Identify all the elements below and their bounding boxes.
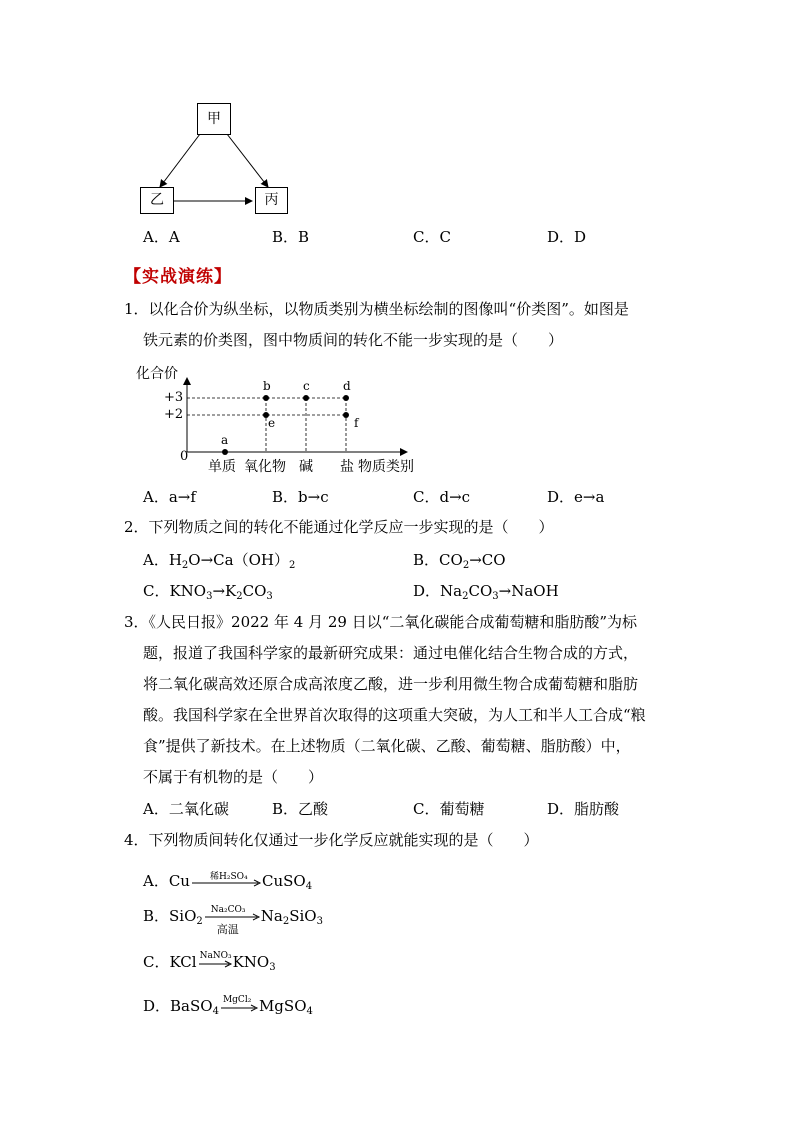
q3-option-a: A．二氧化碳 — [143, 800, 229, 818]
reaction-arrow — [203, 905, 261, 936]
condition-label: 高温 — [216, 923, 239, 936]
prev-option-b: B．B — [272, 228, 310, 246]
q2-option-b: B．$CO_2\to CO$ — [413, 551, 506, 571]
arrow-top-to-right — [227, 134, 268, 187]
point-label-f: f — [354, 416, 359, 430]
q3-line2: 题，报道了我国科学家的最新研究成果：通过电催化结合生物合成的方式， — [143, 644, 639, 662]
q1-line2: 铁元素的价类图，图中物质间的转化不能一步实现的是（ ） — [143, 331, 564, 349]
q4-option-b: B．SiO$_2$ Na₂CO₃ 高温 $Na_2SiO_3$ — [143, 906, 323, 926]
chart-ylabel: 化合价 — [136, 366, 178, 382]
reaction-arrow — [190, 871, 262, 891]
x-tick-salt: 盐 — [340, 459, 354, 475]
point-b — [263, 395, 269, 401]
q3-option-c: C．葡萄糖 — [413, 800, 485, 818]
section-heading: 【实战演练】 — [124, 267, 232, 287]
reagent-label: MgCl₂ — [222, 995, 252, 1005]
reaction-arrow — [197, 952, 233, 972]
q3-option-d: D．脂肪酸 — [547, 800, 620, 818]
reagent-label: 稀H₂SO₄ — [209, 872, 248, 882]
x-tick-element: 单质 — [208, 459, 236, 475]
q1-line1: 1．以化合价为纵坐标，以物质类别为横坐标绘制的图像叫“价类图”。如图是 — [124, 300, 629, 318]
point-label-a: a — [221, 433, 229, 447]
q1-option-d: D．e→a — [547, 488, 605, 506]
x-tick-base: 碱 — [299, 459, 313, 475]
node-top: 甲 — [197, 103, 231, 135]
point-label-d: d — [343, 379, 351, 393]
point-a — [222, 449, 228, 455]
q3-line1: 3．《人民日报》2022 年 4 月 29 日以“二氧化碳能合成葡萄糖和脂肪酸”为标 — [124, 613, 638, 631]
q3-line5: 食”提供了新技术。在上述物质（二氧化碳、乙酸、葡萄糖、脂肪酸）中， — [143, 737, 631, 755]
q1-option-a: A．a→f — [143, 488, 196, 506]
q3-line3: 将二氧化碳高效还原合成高浓度乙酸，进一步利用微生物合成葡萄糖和脂肪 — [143, 675, 639, 693]
arrow-top-to-left — [160, 134, 200, 187]
point-c — [303, 395, 309, 401]
y-tick-0: 0 — [180, 449, 189, 464]
point-label-b: b — [263, 379, 271, 393]
q2-option-c: C．$KNO_3\to K_2CO_3$ — [143, 582, 273, 602]
q1-option-b: B．b→c — [272, 488, 329, 506]
y-tick-3: +3 — [164, 390, 184, 405]
q2-option-a: A．$H_2O\to Ca(OH)_2$ — [143, 551, 296, 571]
q1-option-c: C．d→c — [413, 488, 471, 506]
point-d — [343, 395, 349, 401]
prev-option-c: C．C — [413, 228, 451, 246]
reagent-label: NaNO₃ — [199, 951, 232, 961]
q3-line4: 酸。我国科学家在全世界首次取得的这项重大突破，为人工和半人工合成“粮 — [143, 706, 646, 724]
point-f — [343, 412, 349, 418]
reaction-arrow — [219, 996, 259, 1016]
chart-xlabel: 物质类别 — [358, 459, 414, 475]
q4-option-a: A．Cu 稀H₂SO₄ CuSO$_4$ — [143, 871, 312, 891]
node-left: 乙 — [140, 187, 174, 214]
q4-option-c: C．KCl NaNO₃ $KNO_3$ — [143, 952, 276, 972]
q3-option-b: B．乙酸 — [272, 800, 329, 818]
prev-option-d: D．D — [547, 228, 587, 246]
q2-stem: 2．下列物质之间的转化不能通过化学反应一步实现的是（ ） — [124, 518, 554, 536]
x-tick-oxide: 氧化物 — [244, 459, 286, 475]
q4-option-d: D．BaSO$_4$ MgCl₂ MgSO$_4$ — [143, 996, 313, 1016]
q2-option-d: D．$Na_2CO_3\to NaOH$ — [413, 582, 559, 602]
y-tick-2: +2 — [164, 407, 184, 422]
q4-stem: 4．下列物质间转化仅通过一步化学反应就能实现的是（ ） — [124, 831, 539, 849]
q3-line6: 不属于有机物的是（ ） — [143, 768, 324, 786]
prev-option-a: A．A — [143, 228, 180, 246]
reagent-label: Na₂CO₃ — [210, 905, 246, 915]
node-right: 丙 — [255, 187, 288, 214]
point-label-c: c — [303, 379, 310, 393]
point-label-e: e — [268, 416, 276, 430]
